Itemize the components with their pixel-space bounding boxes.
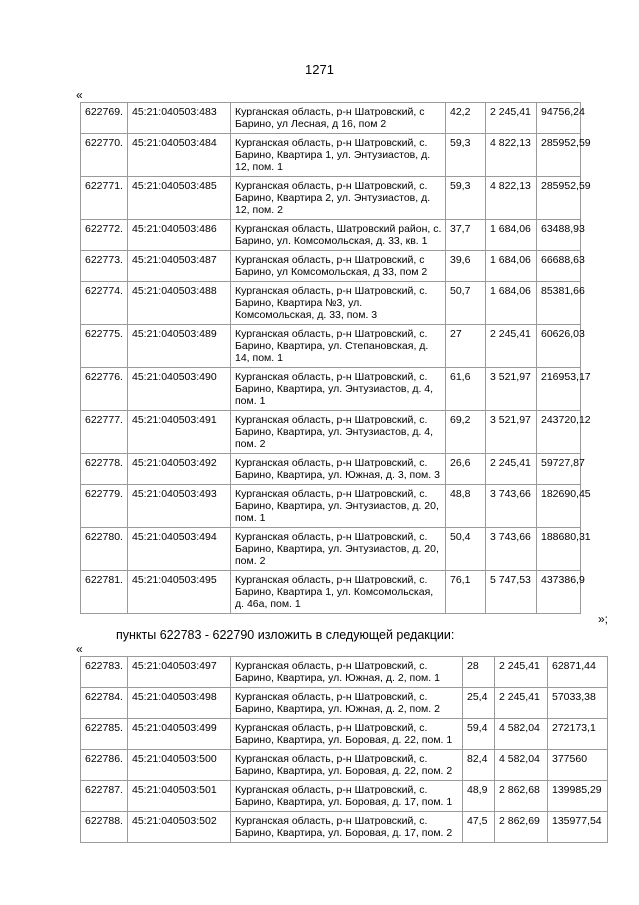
area-cell: 82,4 [463,750,495,781]
page-number: 1271 [305,62,334,77]
rate-cell: 3 521,97 [486,368,537,411]
property-table-2 [80,656,608,843]
table-row [81,781,608,812]
rate-cell: 1 684,06 [486,282,537,325]
table-row [81,750,608,781]
cadastral-number-cell: 45:21:040503:483 [128,103,231,134]
table-body [81,103,591,614]
address-cell: Курганская область, р-н Шатровский, с. Барино, Квартира 1, ул. Энтузиастов, д. 12, пом. 1 [231,134,446,177]
row-number-cell: 622780. [81,528,128,571]
cadastral-number-cell: 45:21:040503:500 [128,750,231,781]
area-cell: 69,2 [446,411,486,454]
table-row [81,688,608,719]
value-cell: 182690,45 [537,485,581,528]
value-cell: 377560 [548,750,608,781]
value-cell: 59727,87 [537,454,581,485]
table-row [81,719,608,750]
closing-quote: »; [598,612,609,626]
table-row [81,282,581,325]
address-cell: Курганская область, р-н Шатровский, с. Барино, Квартира, ул. Боровая, д. 17, пом. 1 [231,781,463,812]
row-number-cell: 622773. [81,251,128,282]
cadastral-number-cell: 45:21:040503:485 [128,177,231,220]
value-cell: 285952,59 [537,134,581,177]
table-row [81,220,581,251]
table-row [81,812,608,843]
value-cell: 85381,66 [537,282,581,325]
value-cell: 66688,63 [537,251,581,282]
row-number-cell: 622769. [81,103,128,134]
rate-cell: 1 684,06 [486,251,537,282]
area-cell: 61,6 [446,368,486,411]
cadastral-number-cell: 45:21:040503:502 [128,812,231,843]
value-cell: 243720,12 [537,411,581,454]
table-row [81,571,581,614]
row-number-cell: 622775. [81,325,128,368]
row-number-cell: 622772. [81,220,128,251]
value-cell: 135977,54 [548,812,608,843]
address-cell: Курганская область, р-н Шатровский, с. Барино, Квартира №3, ул. Комсомольская, д. 33, пом. 3 [231,282,446,325]
opening-quote: « [76,88,83,102]
cadastral-number-cell: 45:21:040503:499 [128,719,231,750]
table-row [81,528,581,571]
address-cell: Курганская область, р-н Шатровский, с. Барино, Квартира, ул. Боровая, д. 22, пом. 1 [231,719,463,750]
area-cell: 76,1 [446,571,486,614]
address-cell: Курганская область, Шатровский район, с. Барино, ул. Комсомольская, д. 33, кв. 1 [231,220,446,251]
cadastral-number-cell: 45:21:040503:492 [128,454,231,485]
value-cell: 139985,29 [548,781,608,812]
address-cell: Курганская область, р-н Шатровский, с. Барино, Квартира, ул. Энтузиастов, д. 4, пом. 2 [231,411,446,454]
value-cell: 285952,59 [537,177,581,220]
row-number-cell: 622779. [81,485,128,528]
cadastral-number-cell: 45:21:040503:494 [128,528,231,571]
table-row [81,454,581,485]
rate-cell: 3 743,66 [486,528,537,571]
row-number-cell: 622771. [81,177,128,220]
rate-cell: 4 582,04 [495,719,548,750]
cadastral-number-cell: 45:21:040503:490 [128,368,231,411]
area-cell: 26,6 [446,454,486,485]
cadastral-number-cell: 45:21:040503:498 [128,688,231,719]
row-number-cell: 622786. [81,750,128,781]
area-cell: 42,2 [446,103,486,134]
rate-cell: 4 822,13 [486,177,537,220]
row-number-cell: 622770. [81,134,128,177]
area-cell: 37,7 [446,220,486,251]
address-cell: Курганская область, р-н Шатровский, с. Барино, Квартира, ул. Энтузиастов, д. 20, пом. 1 [231,485,446,528]
area-cell: 48,8 [446,485,486,528]
address-cell: Курганская область, р-н Шатровский, с. Барино, Квартира, ул. Южная, д. 3, пом. 3 [231,454,446,485]
value-cell: 94756,24 [537,103,581,134]
address-cell: Курганская область, р-н Шатровский, с. Барино, Квартира, ул. Боровая, д. 17, пом. 2 [231,812,463,843]
address-cell: Курганская область, р-н Шатровский, с. Барино, Квартира, ул. Боровая, д. 22, пом. 2 [231,750,463,781]
value-cell: 60626,03 [537,325,581,368]
area-cell: 59,4 [463,719,495,750]
table-row [81,368,581,411]
table-row [81,251,581,282]
address-cell: Курганская область, р-н Шатровский, с. Барино, Квартира, ул. Южная, д. 2, пом. 1 [231,657,463,688]
row-number-cell: 622788. [81,812,128,843]
row-number-cell: 622785. [81,719,128,750]
cadastral-number-cell: 45:21:040503:493 [128,485,231,528]
cadastral-number-cell: 45:21:040503:497 [128,657,231,688]
cadastral-number-cell: 45:21:040503:501 [128,781,231,812]
address-cell: Курганская область, р-н Шатровский, с. Барино, Квартира, ул. Энтузиастов, д. 20, пом. 2 [231,528,446,571]
table-row [81,134,581,177]
cadastral-number-cell: 45:21:040503:486 [128,220,231,251]
rate-cell: 2 245,41 [486,454,537,485]
rate-cell: 2 862,69 [495,812,548,843]
rate-cell: 2 245,41 [486,325,537,368]
rate-cell: 2 245,41 [495,657,548,688]
value-cell: 437386,9 [537,571,581,614]
area-cell: 25,4 [463,688,495,719]
rate-cell: 5 747,53 [486,571,537,614]
table-row [81,103,581,134]
row-number-cell: 622777. [81,411,128,454]
area-cell: 39,6 [446,251,486,282]
property-table-1 [80,102,591,614]
table-body [81,657,608,843]
area-cell: 27 [446,325,486,368]
value-cell: 216953,17 [537,368,581,411]
rate-cell: 1 684,06 [486,220,537,251]
cadastral-number-cell: 45:21:040503:488 [128,282,231,325]
row-number-cell: 622783. [81,657,128,688]
value-cell: 188680,31 [537,528,581,571]
area-cell: 50,4 [446,528,486,571]
value-cell: 63488,93 [537,220,581,251]
table-row [81,325,581,368]
area-cell: 48,9 [463,781,495,812]
rate-cell: 3 743,66 [486,485,537,528]
value-cell: 62871,44 [548,657,608,688]
area-cell: 47,5 [463,812,495,843]
address-cell: Курганская область, р-н Шатровский, с. Барино, Квартира, ул. Южная, д. 2, пом. 2 [231,688,463,719]
area-cell: 28 [463,657,495,688]
cadastral-number-cell: 45:21:040503:484 [128,134,231,177]
table-row [81,657,608,688]
row-number-cell: 622774. [81,282,128,325]
row-number-cell: 622776. [81,368,128,411]
cadastral-number-cell: 45:21:040503:487 [128,251,231,282]
row-number-cell: 622784. [81,688,128,719]
cadastral-number-cell: 45:21:040503:489 [128,325,231,368]
address-cell: Курганская область, р-н Шатровский, с. Барино, Квартира, ул. Степановская, д. 14, пом. 1 [231,325,446,368]
table-row [81,411,581,454]
address-cell: Курганская область, р-н Шатровский, с Барино, ул Лесная, д 16, пом 2 [231,103,446,134]
address-cell: Курганская область, р-н Шатровский, с. Барино, Квартира 1, ул. Комсомольская, д. 46а, пом. 1 [231,571,446,614]
area-cell: 50,7 [446,282,486,325]
rate-cell: 4 822,13 [486,134,537,177]
opening-quote: « [76,642,83,656]
row-number-cell: 622781. [81,571,128,614]
cadastral-number-cell: 45:21:040503:491 [128,411,231,454]
rate-cell: 3 521,97 [486,411,537,454]
area-cell: 59,3 [446,177,486,220]
address-cell: Курганская область, р-н Шатровский, с Барино, ул Комсомольская, д 33, пом 2 [231,251,446,282]
row-number-cell: 622778. [81,454,128,485]
address-cell: Курганская область, р-н Шатровский, с. Барино, Квартира, ул. Энтузиастов, д. 4, пом. 1 [231,368,446,411]
table-row [81,485,581,528]
row-number-cell: 622787. [81,781,128,812]
rate-cell: 2 245,41 [495,688,548,719]
area-cell: 59,3 [446,134,486,177]
rate-cell: 2 245,41 [486,103,537,134]
cadastral-number-cell: 45:21:040503:495 [128,571,231,614]
address-cell: Курганская область, р-н Шатровский, с. Барино, Квартира 2, ул. Энтузиастов, д. 12, пом. 2 [231,177,446,220]
value-cell: 272173,1 [548,719,608,750]
intro-text: пункты 622783 - 622790 изложить в следующей редакции: [116,628,455,642]
value-cell: 57033,38 [548,688,608,719]
table-row [81,177,581,220]
rate-cell: 2 862,68 [495,781,548,812]
rate-cell: 4 582,04 [495,750,548,781]
